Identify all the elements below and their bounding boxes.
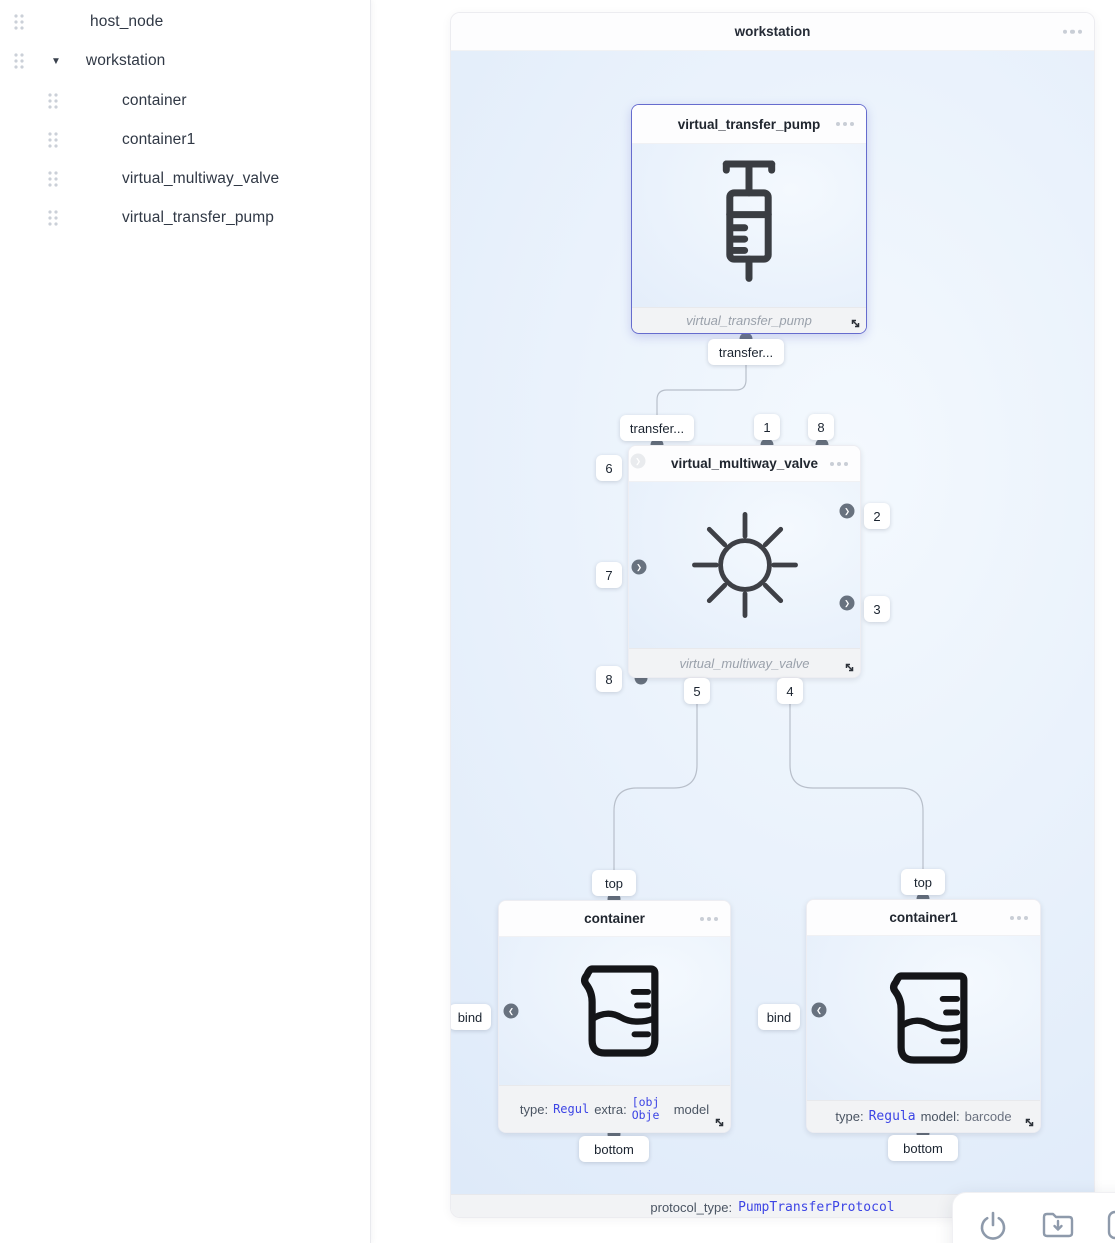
node-title: virtual_multiway_valve	[670, 456, 819, 471]
extra-value[interactable]: [obj Obje	[631, 1094, 660, 1122]
port-label-6: 6	[596, 455, 622, 481]
node-menu-button[interactable]	[1010, 916, 1028, 920]
node-header	[629, 446, 860, 482]
port-label-container1-top: top	[901, 869, 945, 895]
sidebar-item-label: container1	[122, 131, 196, 148]
port-valve-3[interactable]: ❯	[840, 596, 855, 611]
node-footer	[499, 1085, 730, 1132]
resize-handle-icon[interactable]	[843, 661, 856, 674]
port-container1-bind[interactable]: ❮	[812, 1003, 827, 1018]
sidebar-item-virtual-transfer-pump[interactable]	[0, 198, 370, 238]
edge-valve4-to-container1-top	[790, 678, 923, 898]
port-container-bind[interactable]: ❮	[504, 1004, 519, 1019]
container-fields	[499, 1096, 730, 1122]
sidebar-item-container[interactable]	[0, 81, 370, 121]
node-virtual-transfer-pump[interactable]	[631, 104, 867, 334]
drag-handle-icon[interactable]	[46, 169, 60, 189]
port-valve-7[interactable]: ❯	[632, 560, 647, 575]
drag-handle-icon[interactable]	[46, 91, 60, 111]
type-label: type:	[519, 1101, 549, 1117]
port-label-container1-bottom: bottom	[888, 1135, 958, 1161]
workstation-title: workstation	[734, 24, 811, 39]
port-label-valve-transfer: transfer...	[620, 415, 694, 441]
chevron-down-icon[interactable]: ▼	[51, 55, 61, 67]
resize-handle-icon[interactable]	[713, 1116, 726, 1129]
type-value[interactable]: Regula	[868, 1109, 916, 1124]
sidebar-item-host-node[interactable]	[0, 2, 370, 42]
protocol-type-label: protocol_type:	[650, 1199, 733, 1215]
workstation-header	[451, 13, 1094, 51]
power-button[interactable]	[977, 1209, 1009, 1243]
model-value[interactable]: barcode	[964, 1109, 1012, 1124]
node-body	[807, 936, 1040, 1100]
model-label: model:	[920, 1109, 960, 1124]
drag-handle-icon[interactable]	[12, 12, 26, 32]
sidebar-item-virtual-multiway-valve[interactable]	[0, 159, 370, 199]
node-footer	[632, 307, 866, 333]
valve-icon	[684, 504, 806, 626]
node-menu-button[interactable]	[830, 462, 848, 466]
extra-label: extra:	[594, 1101, 627, 1117]
workstation-canvas[interactable]	[451, 51, 1094, 1194]
type-value[interactable]: Regul	[553, 1102, 590, 1116]
port-label-container-bottom: bottom	[579, 1136, 649, 1162]
node-footer-label: virtual_transfer_pump	[686, 313, 812, 328]
port-label-container-bind: bind	[450, 1004, 491, 1030]
node-footer-label: virtual_multiway_valve	[679, 655, 810, 671]
model-label: model	[673, 1101, 710, 1117]
port-label-container-top: top	[592, 870, 636, 896]
node-title: container1	[889, 910, 958, 925]
drag-handle-icon[interactable]	[12, 51, 26, 71]
node-title: virtual_transfer_pump	[677, 116, 821, 132]
resize-handle-icon[interactable]	[1023, 1116, 1036, 1129]
port-label-3: 3	[864, 596, 890, 622]
node-menu-button[interactable]	[836, 122, 854, 126]
protocol-type-value[interactable]: PumpTransferProtocol	[738, 1199, 895, 1215]
drag-handle-icon[interactable]	[46, 208, 60, 228]
node-footer	[807, 1100, 1040, 1132]
port-label-4: 4	[777, 678, 803, 704]
beaker-icon	[873, 965, 975, 1071]
port-label-pump-transfer: transfer...	[708, 339, 784, 365]
port-label-8-left: 8	[596, 666, 622, 692]
node-container[interactable]	[498, 900, 731, 1133]
node-menu-button[interactable]	[700, 917, 718, 921]
sidebar-item-workstation[interactable]	[0, 41, 370, 81]
node-container1[interactable]	[806, 899, 1041, 1133]
device-tree-sidebar	[0, 0, 371, 1243]
canvas-toolbar	[952, 1192, 1115, 1243]
port-label-5: 5	[684, 678, 710, 704]
sidebar-item-label: virtual_transfer_pump	[122, 209, 275, 226]
node-body	[499, 937, 730, 1085]
type-label: type:	[835, 1109, 864, 1124]
port-valve-6[interactable]: ❯	[631, 454, 646, 469]
port-valve-2[interactable]: ❯	[840, 504, 855, 519]
node-virtual-multiway-valve[interactable]	[628, 445, 861, 678]
node-header	[499, 901, 730, 937]
node-body	[632, 144, 866, 307]
port-label-1: 1	[754, 414, 780, 440]
sidebar-item-container1[interactable]	[0, 120, 370, 160]
sidebar-item-label: container	[122, 92, 187, 109]
workstation-panel	[450, 12, 1095, 1218]
node-title: container	[584, 911, 645, 926]
edge-valve5-to-container-top	[614, 678, 697, 898]
drag-handle-icon[interactable]	[46, 130, 60, 150]
port-label-7: 7	[596, 562, 622, 588]
port-label-2: 2	[864, 503, 890, 529]
node-header	[807, 900, 1040, 936]
port-label-8-top: 8	[808, 414, 834, 440]
node-footer	[629, 648, 860, 677]
node-body	[629, 482, 860, 648]
beaker-icon	[564, 958, 666, 1064]
sidebar-item-label: workstation	[85, 52, 166, 69]
container1-fields	[807, 1109, 1040, 1124]
port-label-container1-bind: bind	[758, 1004, 800, 1030]
resize-handle-icon[interactable]	[849, 317, 862, 330]
file-export-button[interactable]	[1107, 1209, 1115, 1241]
sidebar-item-label: virtual_multiway_valve	[122, 170, 280, 187]
node-header	[632, 105, 866, 144]
syringe-icon	[701, 155, 797, 297]
folder-download-button[interactable]	[1041, 1209, 1075, 1239]
sidebar-item-label: host_node	[90, 13, 164, 30]
workstation-menu-button[interactable]	[1063, 29, 1083, 34]
